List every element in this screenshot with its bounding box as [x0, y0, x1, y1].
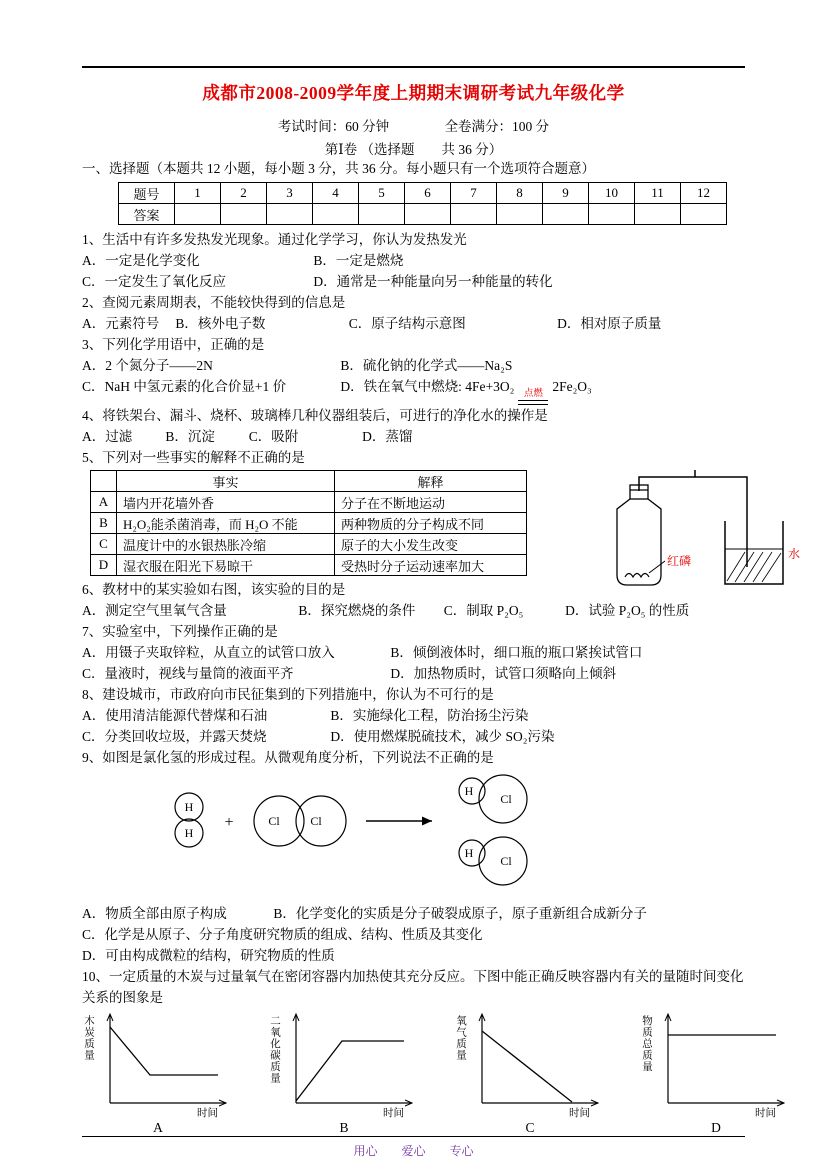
row-b-key: B	[91, 513, 117, 534]
q8-option-a: A．使用清洁能源代替煤和石油	[82, 708, 268, 723]
graph-b-ylabel: 二氧化碳质量	[269, 1015, 280, 1084]
q2-option-a: A．元素符号	[82, 316, 160, 331]
q3-option-d	[340, 379, 592, 399]
graph-c	[454, 1011, 606, 1136]
row-b-fact: H₂O₂能杀菌消毒，而 H₂O 不能	[117, 513, 335, 534]
question-7	[82, 621, 745, 684]
answer-cell-6	[405, 204, 451, 225]
answer-col-1: 1	[175, 183, 221, 204]
graph-b-plot	[280, 1011, 420, 1119]
q4-option-b: B．沉淀	[165, 429, 215, 444]
graph-c-ylabel: 氧气质量	[455, 1015, 466, 1061]
time-label: 时间	[569, 1108, 590, 1119]
header-rule	[82, 66, 745, 68]
curve	[296, 1041, 404, 1101]
answer-col-7: 7	[451, 183, 497, 204]
q2-stem: 2、查阅元素周期表，不能较快得到的信息是	[82, 295, 346, 310]
header-empty-cell	[91, 471, 117, 492]
q7-option-d: D．加热物质时，试管口须略向上倾斜	[390, 666, 617, 681]
graph-d-plot	[652, 1011, 792, 1119]
part-one-title: 第Ⅰ卷 （选择题 共 36 分）	[324, 142, 503, 157]
q4-stem: 4、将铁架台、漏斗、烧杯、玻璃棒几种仪器组装后，可进行的净化水的操作是	[82, 408, 548, 423]
q9-option-a: A．物质全部由原子构成	[82, 906, 227, 921]
answer-col-4: 4	[313, 183, 359, 204]
answer-col-6: 6	[405, 183, 451, 204]
glass-tube	[639, 477, 747, 567]
q8-option-d: D．使用燃煤脱硫技术，减少 SO₂污染	[330, 729, 555, 744]
q2-option-c: C．原子结构示意图	[348, 316, 466, 331]
time-label: 时间	[383, 1108, 404, 1119]
row-d-key: D	[91, 555, 117, 576]
question-3	[82, 334, 745, 405]
exam-time: 考试时间：60 分钟	[277, 119, 390, 134]
experiment-apparatus-drawing	[599, 469, 803, 604]
q10-graphs-row	[82, 1011, 776, 1136]
q7-option-a: A．用镊子夹取锌粒，从直立的试管口放入	[82, 645, 335, 660]
cl-label: Cl	[268, 814, 280, 828]
apparatus-figure	[599, 469, 803, 609]
answer-cell-10	[589, 204, 635, 225]
q7-stem: 7、实验室中，下列操作正确的是	[82, 624, 278, 639]
question-10	[82, 966, 776, 1136]
table-row-b	[91, 513, 527, 534]
q7-option-c: C．量液时，视线与量筒的液面平齐	[82, 666, 294, 681]
answer-cell-8	[497, 204, 543, 225]
q6-option-d: D．试验 P₂O₅ 的性质	[565, 603, 690, 618]
q9-option-d: D．可由构成微粒的结构，研究物质的性质	[82, 948, 335, 963]
page-content	[82, 0, 801, 1136]
h-label: H	[184, 826, 194, 840]
curve	[482, 1031, 572, 1102]
answer-cell-7	[451, 204, 497, 225]
answer-cell-1	[175, 204, 221, 225]
answer-table-row1-label: 题号	[119, 183, 175, 204]
section-one-heading: 一、选择题（本题共 12 小题，每小题 3 分，共 36 分。每小题只有一个选项符合题意）	[82, 161, 595, 176]
q1-option-b: B．一定是燃烧	[313, 253, 404, 268]
graph-a-ylabel: 木炭质量	[83, 1015, 94, 1061]
question-2	[82, 292, 745, 334]
answer-col-12: 12	[681, 183, 727, 204]
water-hatching	[727, 552, 781, 582]
answer-cell-9	[543, 204, 589, 225]
answer-cell-2	[221, 204, 267, 225]
q1-stem: 1、生活中有许多发热发光现象。通过化学学习，你认为发热发光	[82, 232, 467, 247]
row-d-fact: 湿衣服在阳光下易晾干	[117, 555, 335, 576]
time-label: 时间	[755, 1108, 776, 1119]
q7-option-b: B．倾倒液体时，细口瓶的瓶口紧挨试管口	[390, 645, 643, 660]
q6-option-b: B．探究燃烧的条件	[298, 603, 416, 618]
h-label: H	[464, 846, 474, 860]
row-a-fact: 墙内开花墙外香	[117, 492, 335, 513]
q8-option-b: B．实施绿化工程，防治扬尘污染	[330, 708, 529, 723]
row-b-explanation: 两种物质的分子构成不同	[335, 513, 527, 534]
q1-option-a: A．一定是化学变化	[82, 253, 200, 268]
ignition-condition-label: 点燃	[523, 389, 543, 399]
q10-stem: 10、一定质量的木炭与过量氧气在密闭容器内加热使其充分反应。下图中能正确反映容器内有关的量随时间变化关系的图象是	[82, 969, 744, 1005]
q3-option-a: A．2 个氮分子——2N	[82, 358, 213, 373]
answer-col-11: 11	[635, 183, 681, 204]
table-row-d	[91, 555, 527, 576]
question-1	[82, 229, 745, 292]
cl-label: Cl	[500, 854, 512, 868]
fact-explanation-table	[90, 470, 527, 576]
answer-table-row2-label: 答案	[119, 204, 175, 225]
answer-col-9: 9	[543, 183, 589, 204]
answer-cell-3	[267, 204, 313, 225]
answer-col-3: 3	[267, 183, 313, 204]
ignition-condition-equation	[518, 389, 548, 405]
row-c-fact: 温度计中的水银热胀冷缩	[117, 534, 335, 555]
q4-option-d: D．蒸馏	[362, 429, 413, 444]
q3-option-d-text: D．铁在氧气中燃烧: 4Fe+3O₂	[340, 379, 515, 394]
header-fact: 事实	[117, 471, 335, 492]
h-label: H	[184, 800, 194, 814]
cl-label: Cl	[500, 792, 512, 806]
question-8	[82, 684, 745, 747]
plus-sign: +	[224, 814, 234, 831]
time-label: 时间	[197, 1108, 218, 1119]
q9-option-b: B．化学变化的实质是分子破裂成原子，原子重新组合成新分子	[273, 906, 647, 921]
answer-table-number-row	[119, 183, 727, 204]
question-9	[82, 747, 745, 966]
full-score: 全卷满分：100 分	[444, 119, 550, 134]
q1-option-d: D．通常是一种能量向另一种能量的转化	[313, 274, 553, 289]
h-label: H	[464, 784, 474, 798]
phosphorus-leader-line	[649, 561, 665, 573]
table-row-c	[91, 534, 527, 555]
q1-option-c: C．一定发生了氧化反应	[82, 274, 227, 289]
q3-stem: 3、下列化学用语中，正确的是	[82, 337, 265, 352]
answer-cell-11	[635, 204, 681, 225]
q4-option-a: A．过滤	[82, 429, 133, 444]
page-title: 成都市2008-2009学年度上期期末调研考试九年级化学	[202, 83, 625, 103]
graph-a-letter: A	[153, 1120, 163, 1135]
q8-option-c: C．分类回收垃圾，并露天焚烧	[82, 729, 267, 744]
hcl-formation-drawing	[154, 771, 624, 896]
q3-option-c: C．NaH 中氢元素的化合价显+1 价	[82, 379, 287, 394]
q2-option-d: D．相对原子质量	[557, 316, 662, 331]
answer-col-2: 2	[221, 183, 267, 204]
graph-b	[268, 1011, 420, 1136]
answer-table-answer-row	[119, 204, 727, 225]
graph-b-letter: B	[339, 1120, 349, 1135]
q9-option-c: C．化学是从原子、分子角度研究物质的组成、结构、性质及其变化	[82, 927, 483, 942]
row-d-explanation: 受热时分子运动速率加大	[335, 555, 527, 576]
q3-option-b: B．硫化钠的化学式——Na₂S	[340, 358, 513, 373]
q4-option-c: C．吸附	[248, 429, 299, 444]
answer-cell-12	[681, 204, 727, 225]
answer-col-10: 10	[589, 183, 635, 204]
cl-label: Cl	[310, 814, 322, 828]
reaction-arrow-head	[422, 817, 432, 826]
curve	[110, 1027, 218, 1075]
hcl-formation-diagram	[154, 771, 745, 901]
q9-stem: 9、如图是氯化氢的形成过程。从微观角度分析，下列说法不正确的是	[82, 750, 494, 765]
q2-option-b: B．核外电子数	[175, 316, 266, 331]
q6-option-c: C．制取 P₂O₅	[443, 603, 524, 618]
row-c-explanation: 原子的大小发生改变	[335, 534, 527, 555]
graph-d	[640, 1011, 792, 1136]
q3-option-d-product: 2Fe₂O₃	[552, 379, 592, 394]
graph-c-letter: C	[525, 1120, 535, 1135]
graph-a	[82, 1011, 234, 1136]
bottle-body	[617, 499, 661, 585]
phosphorus-label: 红磷	[667, 554, 692, 568]
table-row-a	[91, 492, 527, 513]
graph-d-letter: D	[711, 1120, 721, 1135]
questions-5-6-region	[82, 447, 801, 621]
answer-col-8: 8	[497, 183, 543, 204]
header-explanation: 解释	[335, 471, 527, 492]
graph-d-ylabel: 物质总质量	[641, 1015, 652, 1073]
red-phosphorus-pile	[625, 574, 649, 578]
q6-stem: 6、教材中的某实验如右图，该实验的目的是	[82, 582, 346, 597]
row-c-key: C	[91, 534, 117, 555]
answer-cell-5	[359, 204, 405, 225]
answer-cell-4	[313, 204, 359, 225]
table-header-row	[91, 471, 527, 492]
footer-rule	[82, 1136, 745, 1159]
answer-col-5: 5	[359, 183, 405, 204]
row-a-explanation: 分子在不断地运动	[335, 492, 527, 513]
q6-option-a: A．测定空气里氧气含量	[82, 603, 227, 618]
q5-stem: 5、下列对一些事实的解释不正确的是	[82, 450, 305, 465]
graph-c-plot	[466, 1011, 606, 1119]
water-label: 水	[788, 547, 801, 561]
question-4	[82, 405, 745, 447]
graph-a-plot	[94, 1011, 234, 1119]
exam-info-line	[82, 115, 745, 135]
row-a-key: A	[91, 492, 117, 513]
q8-stem: 8、建设城市，市政府向市民征集到的下列措施中，你认为不可行的是	[82, 687, 494, 702]
answer-table	[118, 182, 727, 225]
footer-text: 用心 爱心 专心	[353, 1144, 474, 1158]
